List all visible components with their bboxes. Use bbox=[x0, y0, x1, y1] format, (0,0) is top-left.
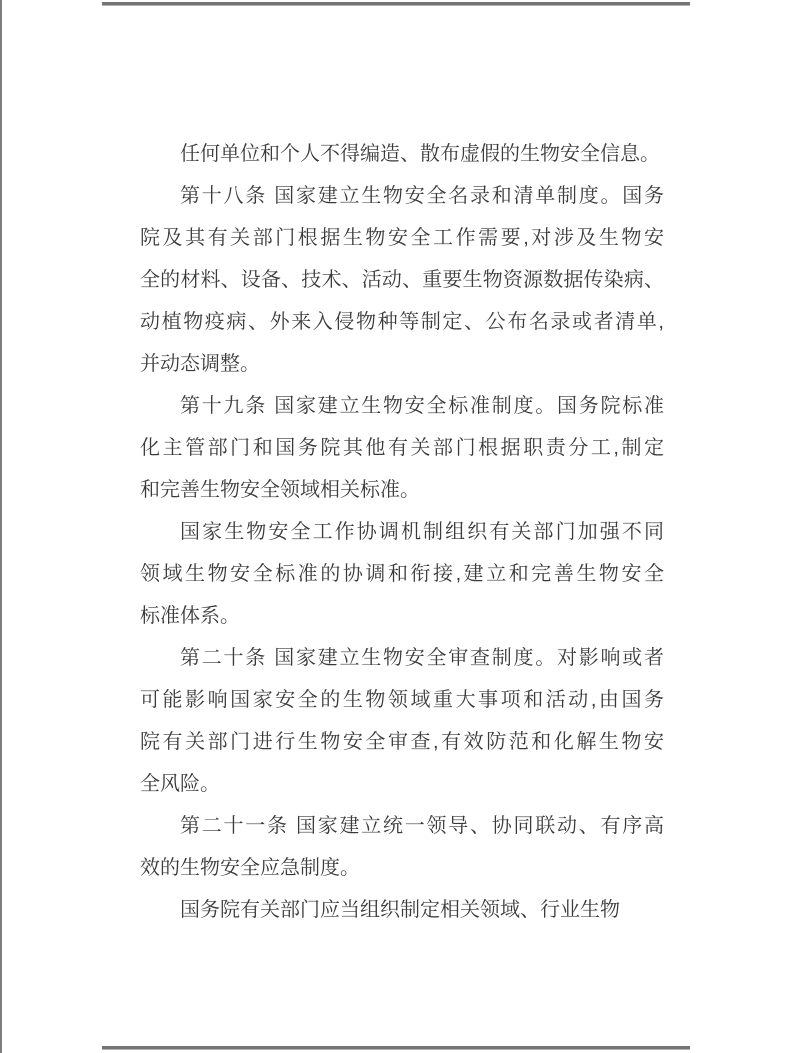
text-line: 可能影响国家安全的生物领域重大事项和活动,由国务 bbox=[140, 689, 664, 711]
text-line: 院有关部门进行生物安全审查,有效防范和化解生物安 bbox=[140, 731, 664, 753]
text-line: 动植物疫病、外来入侵物种等制定、公布名录或者清单, bbox=[140, 311, 664, 333]
text-line: 并动态调整。 bbox=[140, 353, 260, 375]
text-line: 全风险。 bbox=[140, 773, 220, 795]
document-body bbox=[140, 133, 664, 931]
text-line: 第十九条 国家建立生物安全标准制度。国务院标准 bbox=[180, 395, 664, 417]
text-line: 院及其有关部门根据生物安全工作需要,对涉及生物安 bbox=[140, 227, 664, 249]
page-left-edge-line bbox=[0, 0, 2, 1053]
text-line: 国家生物安全工作协调机制组织有关部门加强不同 bbox=[180, 521, 664, 543]
page-top-rule bbox=[102, 2, 690, 6]
text-line: 和完善生物安全领域相关标准。 bbox=[140, 479, 420, 501]
text-line: 全的材料、设备、技术、活动、重要生物资源数据传染病、 bbox=[140, 269, 664, 291]
text-line: 国务院有关部门应当组织制定相关领域、行业生物 bbox=[180, 899, 620, 921]
text-line: 效的生物安全应急制度。 bbox=[140, 857, 360, 879]
text-line: 第十八条 国家建立生物安全名录和清单制度。国务 bbox=[180, 185, 664, 207]
page-bottom-rule bbox=[102, 1046, 690, 1050]
text-line: 化主管部门和国务院其他有关部门根据职责分工,制定 bbox=[140, 437, 664, 459]
text-line: 领域生物安全标准的协调和衔接,建立和完善生物安全 bbox=[140, 563, 664, 585]
text-line: 第二十条 国家建立生物安全审查制度。对影响或者 bbox=[180, 647, 664, 669]
text-line: 标准体系。 bbox=[140, 605, 240, 627]
text-line: 任何单位和个人不得编造、散布虚假的生物安全信息。 bbox=[180, 143, 660, 165]
text-line: 第二十一条 国家建立统一领导、协同联动、有序高 bbox=[180, 815, 664, 837]
